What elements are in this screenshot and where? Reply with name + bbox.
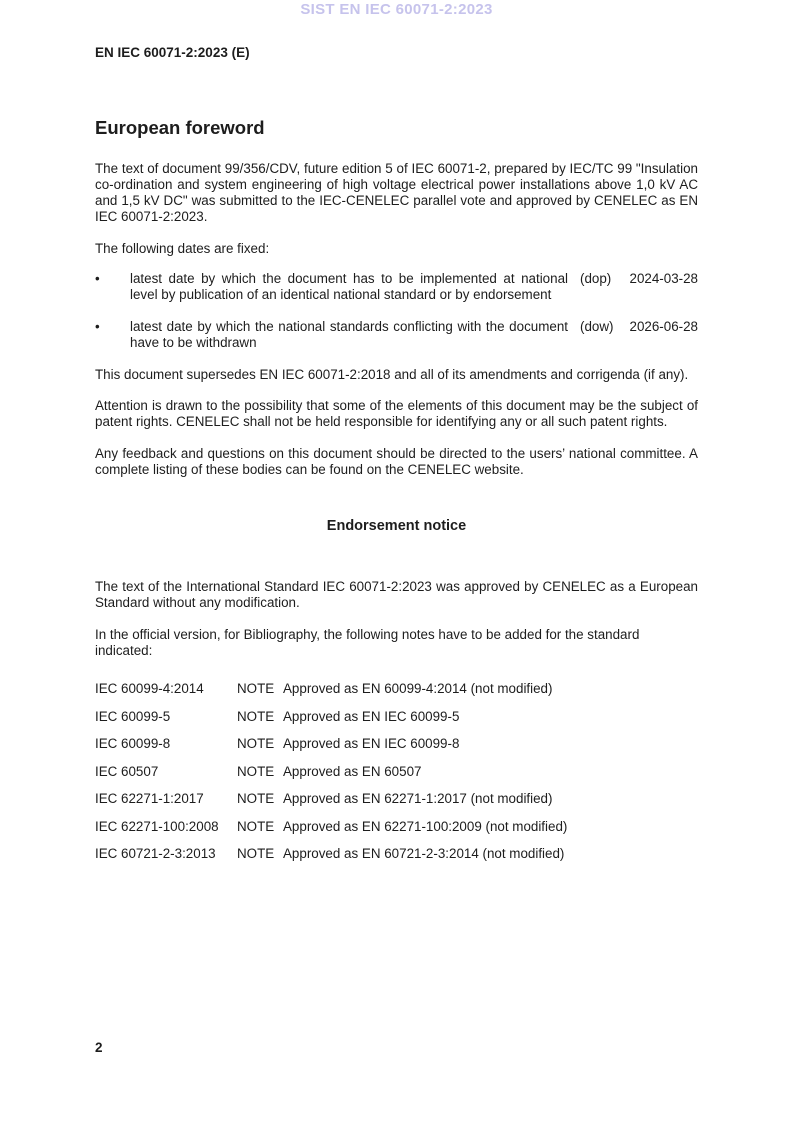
note-row (95, 736, 698, 752)
endorsement-paragraph-2: In the official version, for Bibliography, the following notes have to be added for the standard indicated: (95, 627, 640, 658)
date-item-label: (dop) (580, 271, 612, 286)
endorsement-title: Endorsement notice (326, 518, 467, 534)
note-text: Approved as EN 62271-1:2017 (not modified) (283, 791, 553, 806)
foreword-paragraph-patent: Attention is drawn to the possibility that some of the elements of this document may be the subject of patent rights. CENELEC shall not be held responsible for identifying any or all such patent rights. (95, 398, 698, 429)
standard-reference: IEC 62271-100:2008 (95, 818, 219, 834)
date-item-date: 2026-06-28 (629, 319, 698, 334)
page-number: 2 (95, 1040, 103, 1055)
bibliography-notes-list (95, 681, 698, 862)
note-row (95, 764, 698, 780)
foreword-title: European foreword (95, 117, 265, 138)
note-row (95, 846, 698, 862)
standard-reference: IEC 60099-8 (95, 736, 171, 751)
document-reference: EN IEC 60071-2:2023 (E) (95, 45, 250, 60)
note-keyword: NOTE (237, 791, 275, 806)
standard-reference: IEC 60507 (95, 763, 159, 779)
note-keyword: NOTE (237, 818, 275, 834)
note-text: Approved as EN IEC 60099-8 (283, 736, 460, 751)
date-item-date: 2024-03-28 (629, 271, 698, 286)
date-item-dow (95, 319, 698, 351)
note-text: Approved as EN 60099-4:2014 (not modified) (283, 681, 553, 696)
note-row (95, 681, 698, 697)
foreword-paragraph-feedback: Any feedback and questions on this document should be directed to the users’ national committee. A complete listing of these bodies can be found on the CENELEC website. (95, 446, 698, 477)
foreword-paragraph-supersedes: This document supersedes EN IEC 60071-2:2018 and all of its amendments and corrigenda (if any). (95, 367, 689, 382)
note-text: Approved as EN IEC 60099-5 (283, 708, 460, 724)
standard-reference: IEC 62271-1:2017 (95, 791, 204, 806)
bullet-icon: • (95, 319, 100, 334)
note-keyword: NOTE (237, 763, 275, 779)
note-keyword: NOTE (237, 681, 275, 696)
date-item-label: (dow) (580, 319, 614, 334)
date-item-dop (95, 271, 698, 303)
watermark-text: SIST EN IEC 60071-2:2023 (300, 1, 493, 18)
endorsement-paragraph-1: The text of the International Standard IEC 60071-2:2023 was approved by CENELEC as a European Standard without any modification. (95, 579, 698, 610)
note-text: Approved as EN 60721-2-3:2014 (not modified) (283, 846, 565, 861)
note-text: Approved as EN 60507 (283, 763, 422, 779)
standard-reference: IEC 60721-2-3:2013 (95, 846, 216, 861)
note-keyword: NOTE (237, 846, 275, 861)
bullet-icon: • (95, 271, 100, 286)
note-row (95, 791, 698, 807)
note-keyword: NOTE (237, 708, 275, 724)
note-text: Approved as EN 62271-100:2009 (not modified) (283, 818, 568, 834)
date-item-text: latest date by which the document has to be implemented at national level by publication of an identical national standard or by endorsement (130, 271, 568, 302)
standard-reference: IEC 60099-4:2014 (95, 681, 204, 696)
note-keyword: NOTE (237, 736, 275, 751)
note-row (95, 709, 698, 725)
note-row (95, 819, 698, 835)
standard-reference: IEC 60099-5 (95, 708, 171, 724)
foreword-paragraph-1: The text of document 99/356/CDV, future edition 5 of IEC 60071-2, prepared by IEC/TC 99 "Insulation co-ordination and system engineering of high voltage electrical power installations above 1,0 kV AC and 1,5 kV DC" was submitted to the IEC-CENELEC parallel vote and approved by CENELEC as EN IEC 60071-2:2023. (95, 161, 698, 224)
dates-intro: The following dates are fixed: (95, 241, 270, 256)
page-content (95, 0, 698, 874)
date-item-text: latest date by which the national standards conflicting with the document have to be withdrawn (130, 319, 568, 350)
